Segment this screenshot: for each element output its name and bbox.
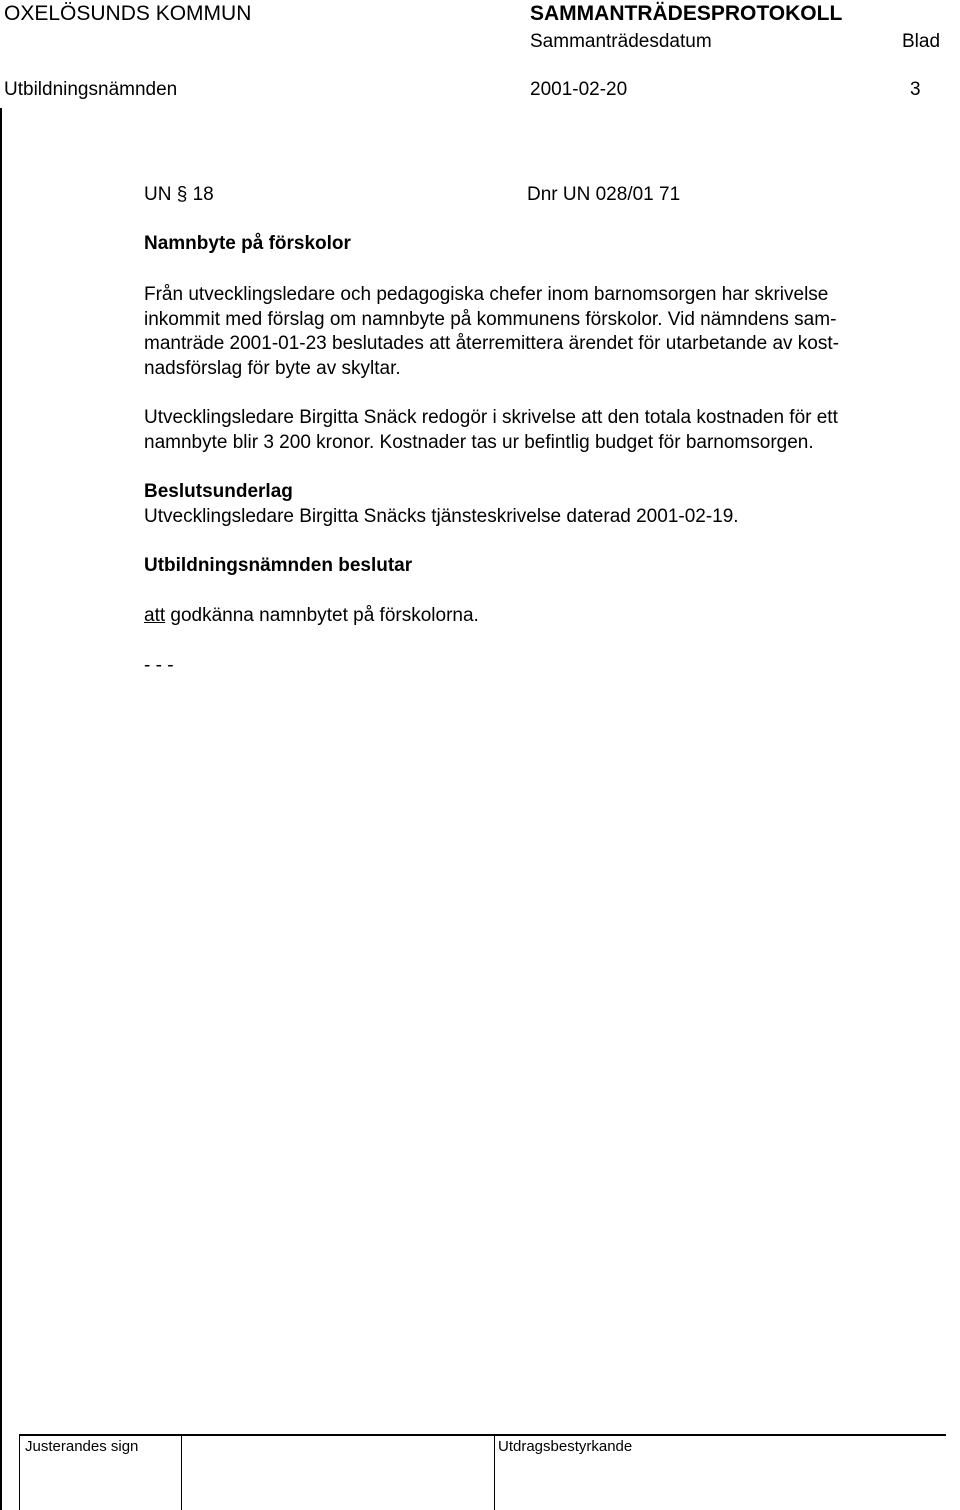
text-line: nadsförslag för byte av skyltar.: [144, 357, 401, 379]
document-type: SAMMANTRÄDESPROTOKOLL: [530, 2, 843, 25]
decision-basis-text: Utvecklingsledare Birgitta Snäcks tjänsteskrivelse daterad 2001-02-19.: [144, 506, 739, 527]
decision-text: [144, 605, 479, 627]
footer-divider-1: [181, 1436, 182, 1510]
footer-left-rule: [19, 1434, 20, 1510]
page-number: 3: [910, 79, 921, 100]
footer-rule: [19, 1434, 946, 1436]
page-label: Blad: [902, 31, 941, 52]
meeting-date: 2001-02-20: [530, 79, 628, 100]
paragraph-number: UN § 18: [144, 184, 214, 205]
text-line: inkommit med förslag om namnbyte på kommunens förskolor. Vid nämndens sam-: [144, 308, 837, 330]
decision-att: att: [144, 605, 166, 626]
decision-body: godkänna namnbytet på förskolorna.: [165, 605, 479, 626]
meeting-date-label: Sammanträdesdatum: [530, 31, 712, 52]
decision-basis-heading: Beslutsunderlag: [144, 481, 293, 502]
adjuster-signature-label: Justerandes sign: [25, 1438, 139, 1455]
paragraph-background: [144, 283, 934, 381]
text-line: manträde 2001-01-23 beslutades att återremittera ärendet för utarbetande av kost-: [144, 333, 839, 354]
footer-divider-2: [494, 1436, 495, 1510]
municipality-name: OXELÖSUNDS KOMMUN: [4, 2, 252, 25]
left-margin-rule: [0, 108, 2, 1510]
extract-certification-label: Utdragsbestyrkande: [498, 1438, 633, 1455]
committee-name: Utbildningsnämnden: [4, 79, 178, 100]
end-mark: - - -: [144, 655, 174, 676]
decision-heading: Utbildningsnämnden beslutar: [144, 555, 413, 576]
text-line: namnbyte blir 3 200 kronor. Kostnader tas ur befintlig budget för barnomsorgen.: [144, 431, 814, 453]
text-line: Utvecklingsledare Birgitta Snäck redogör i skrivelse att den totala kostnaden för ett: [144, 407, 838, 428]
paragraph-cost: [144, 406, 934, 455]
diary-number: Dnr UN 028/01 71: [527, 184, 681, 205]
item-title: Namnbyte på förskolor: [144, 233, 351, 254]
text-line: Från utvecklingsledare och pedagogiska chefer inom barnomsorgen har skrivelse: [144, 284, 829, 305]
